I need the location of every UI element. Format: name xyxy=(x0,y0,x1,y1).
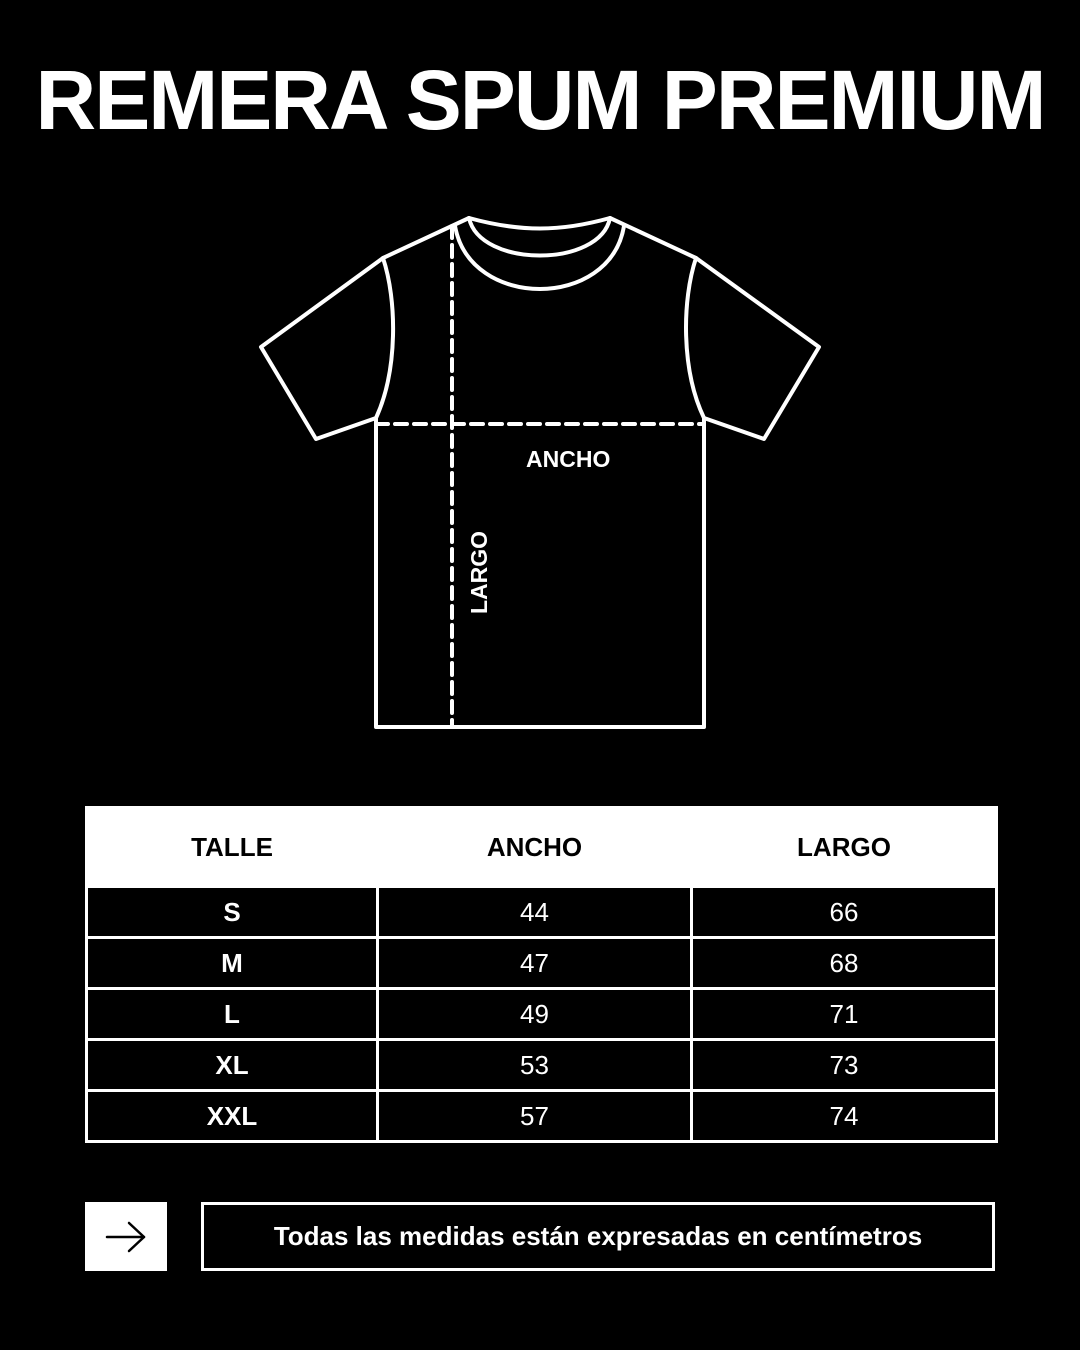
ancho-cell: 57 xyxy=(378,1091,692,1142)
size-cell: M xyxy=(87,938,378,989)
ancho-cell: 53 xyxy=(378,1040,692,1091)
largo-cell: 74 xyxy=(692,1091,997,1142)
largo-cell: 71 xyxy=(692,989,997,1040)
largo-cell: 68 xyxy=(692,938,997,989)
size-cell: L xyxy=(87,989,378,1040)
header-ancho: ANCHO xyxy=(378,808,692,887)
size-cell: XXL xyxy=(87,1091,378,1142)
page-title: REMERA SPUM PREMIUM xyxy=(35,53,1045,147)
table-row xyxy=(87,938,997,989)
size-table xyxy=(85,806,995,1143)
ancho-cell: 47 xyxy=(378,938,692,989)
ancho-cell: 44 xyxy=(378,887,692,938)
table-row xyxy=(87,989,997,1040)
length-label: LARGO xyxy=(466,530,492,614)
left-armhole xyxy=(376,258,393,418)
tshirt-outline xyxy=(261,218,819,727)
ancho-cell: 49 xyxy=(378,989,692,1040)
arrow-box xyxy=(85,1202,167,1271)
table-header-row xyxy=(87,808,997,887)
table-row xyxy=(87,1091,997,1142)
right-armhole xyxy=(686,258,704,418)
size-cell: S xyxy=(87,887,378,938)
largo-cell: 66 xyxy=(692,887,997,938)
header-largo: LARGO xyxy=(692,808,997,887)
largo-cell: 73 xyxy=(692,1040,997,1091)
table-row xyxy=(87,887,997,938)
size-cell: XL xyxy=(87,1040,378,1091)
header-talle: TALLE xyxy=(87,808,378,887)
units-note: Todas las medidas están expresadas en centímetros xyxy=(201,1202,995,1271)
arrow-right-icon xyxy=(104,1220,148,1254)
table-row xyxy=(87,1040,997,1091)
width-label: ANCHO xyxy=(526,446,611,472)
